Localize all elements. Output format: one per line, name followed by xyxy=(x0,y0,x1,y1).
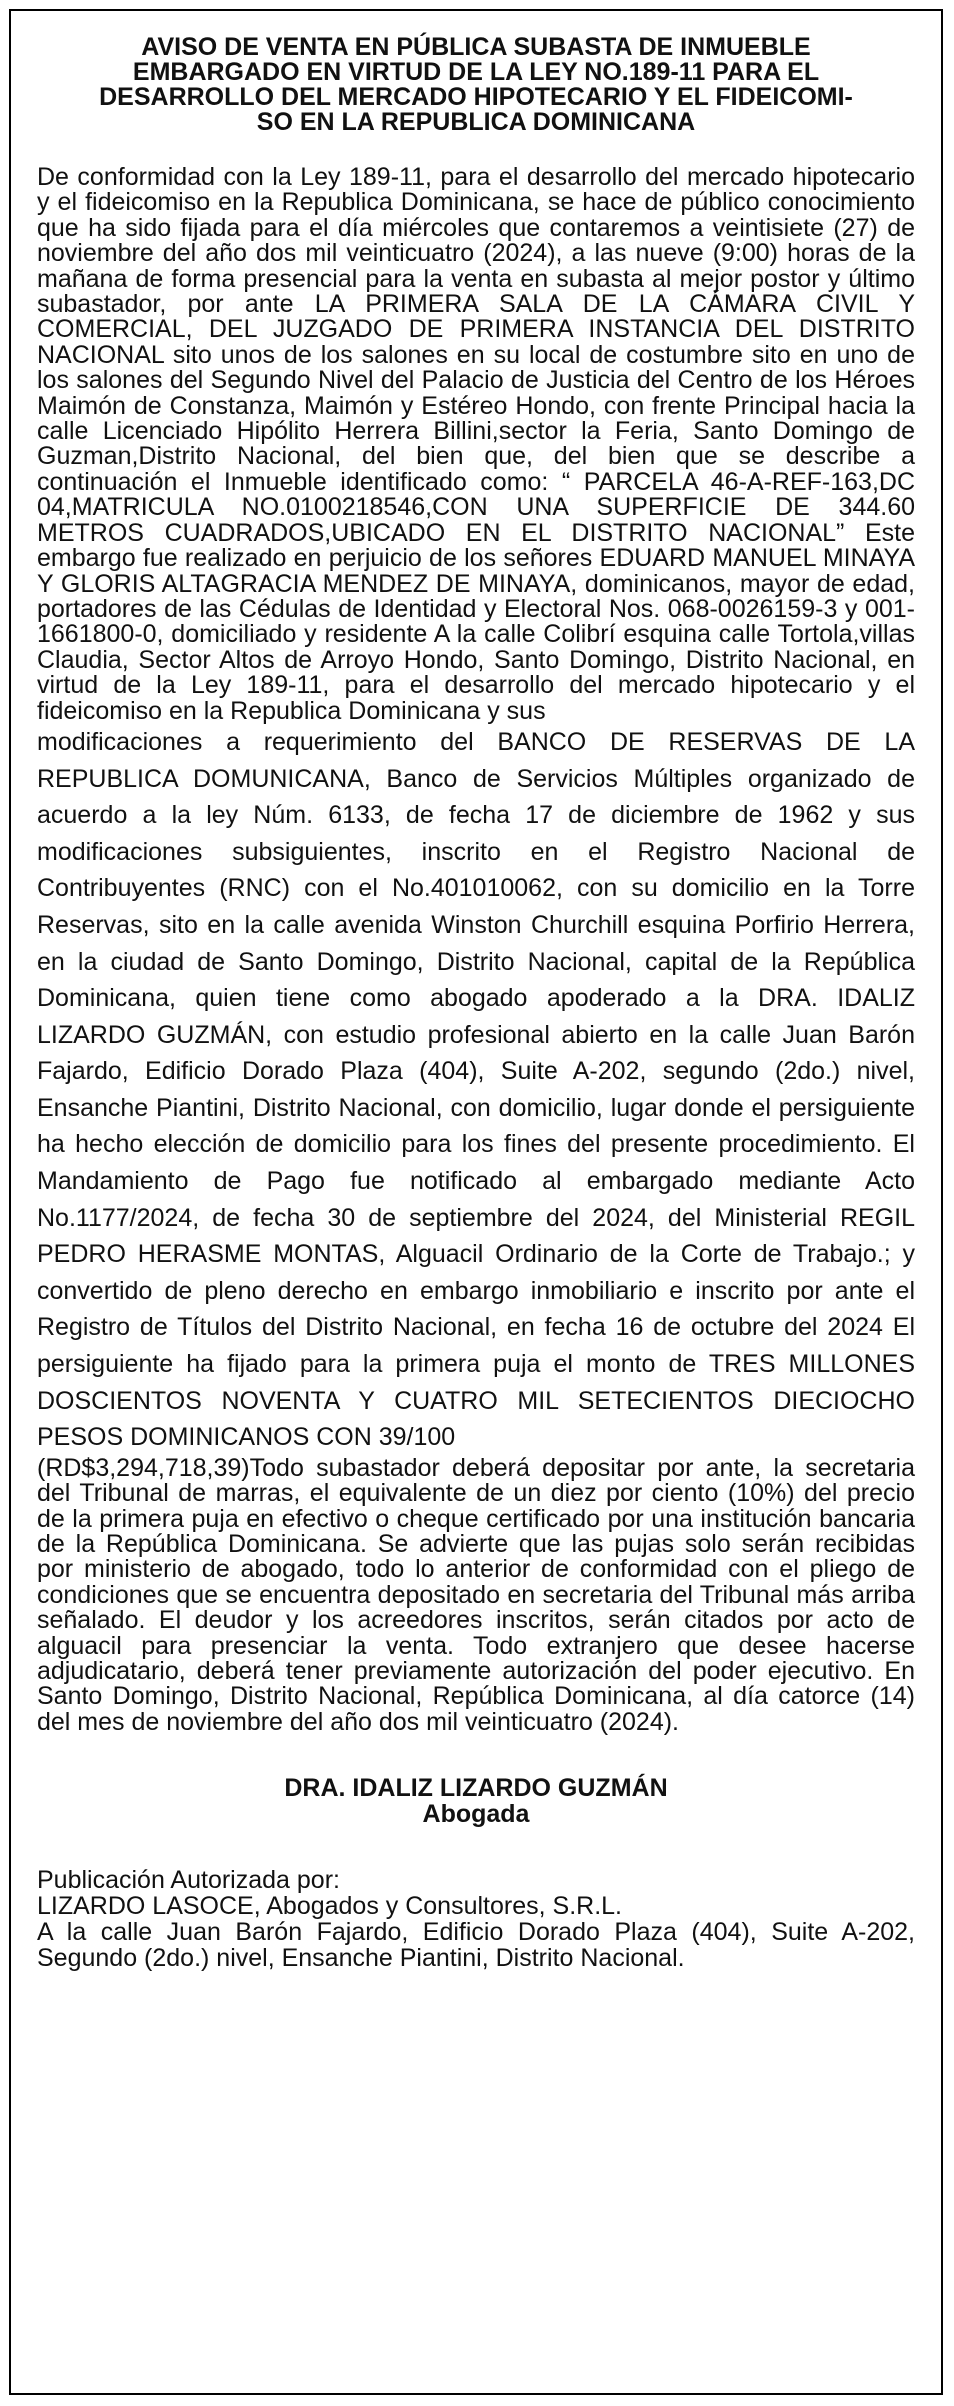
footer-authorized-label: Publicación Autorizada por: xyxy=(37,1866,340,1895)
notice-body xyxy=(37,165,915,1735)
footer-address: A la calle Juan Barón Fajardo, Edificio Dorado Plaza (404), Suite A-202, Segundo (2do.) nivel, Ensanche Piantini, Distrito Nacional. xyxy=(37,1918,915,1973)
title-line-3: DESARROLLO DEL MERCADO HIPOTECARIO Y EL FIDEICOMI- xyxy=(99,83,853,111)
body-paragraph-2: modificaciones a requerimiento del BANCO DE RESERVAS DE LA REPUBLICA DOMUNICANA, Banco de Servicios Múltiples organizado de acuerdo a la ley Núm. 6133, de fecha 17 de diciembre de 1962 y sus modificaciones subsiguientes, inscrito en el Registro Nacional de Contribuyentes (RNC) con el No.401010062, con su domicilio en la Torre Reservas, sito en la calle avenida Winston Churchill esquina Porfirio Herrera, en la ciudad de Santo Domingo, Distrito Nacional, capital de la República Dominicana, quien tiene como abogado apoderado a la DRA. IDALIZ LIZARDO GUZMÁN, con estudio profesional abierto en la calle Juan Barón Fajardo, Edificio Dorado Plaza (404), Suite A-202, segundo (2do.) nivel, Ensanche Piantini, Distrito Nacional, con domicilio, lugar donde el persiguiente ha hecho elección de domicilio para los fines del presente procedimiento. El Mandamiento de Pago fue notificado al embargado mediante Acto No.1177/2024, de fecha 30 de septiembre del 2024, del Ministerial REGIL PEDRO HERASME MONTAS, Alguacil Ordinario de la Corte de Trabajo.; y convertido de pleno derecho en embargo inmobiliario e inscrito por ante el Registro de Títulos del Distrito Nacional, en fecha 16 de octubre del 2024 El persiguiente ha fijado para la primera puja el monto de TRES MILLONES DOSCIENTOS NOVENTA Y CUATRO MIL SETECIENTOS DIECIOCHO PESOS DOMINICANOS CON 39/100 xyxy=(37,727,915,1452)
title-line-4: SO EN LA REPUBLICA DOMINICANA xyxy=(256,108,696,136)
signature-role: Abogada xyxy=(422,1800,530,1829)
body-paragraph-1: De conformidad con la Ley 189-11, para el desarrollo del mercado hipotecario y el fideicomiso en la Republica Dominicana, se hace de público conocimiento que ha sido fijada para el día miércoles que contaremos a veintisiete (27) de noviembre del año dos mil veinticuatro (2024), a las nueve (9:00) horas de la mañana de forma presencial para la venta en subasta al mejor postor y último subastador, por ante LA PRIMERA SALA DE LA CÁMARA CIVIL Y COMERCIAL, DEL JUZGADO DE PRIMERA INSTANCIA DEL DISTRITO NACIONAL sito unos de los salones en su local de costumbre sito en uno de los salones del Segundo Nivel del Palacio de Justicia del Centro de los Héroes Maimón de Constanza, Maimón y Estéreo Hondo, con frente Principal hacia la calle Licenciado Hipólito Herrera Billini,sector la Feria, Santo Domingo de Guzman,Distrito Nacional, del bien que, del bien que se describe a continuación el Inmueble identificado como: “ PARCELA 46-A-REF-163,DC 04,MATRICULA NO.0100218546,CON UNA SUPERFICIE DE 344.60 METROS CUADRADOS,UBICADO EN EL DISTRITO NACIONAL” Este embargo fue realizado en perjuicio de los señores EDUARD MANUEL MINAYA Y GLORIS ALTAGRACIA MENDEZ DE MINAYA, dominicanos, mayor de edad, portadores de las Cédulas de Identidad y Electoral Nos. 068-0026159-3 y 001-1661800-0, domiciliado y residente A la calle Colibrí esquina calle Tortola,villas Claudia, Sector Altos de Arroyo Hondo, Santo Domingo, Distrito Nacional, en virtud de la Ley 189-11, para el desarrollo del mercado hipotecario y el fideicomiso en la Republica Dominicana y sus xyxy=(37,163,915,725)
title-line-1: AVISO DE VENTA EN PÚBLICA SUBASTA DE INMUEBLE xyxy=(141,33,811,61)
notice-content xyxy=(11,11,941,1971)
body-paragraph-3: (RD$3,294,718,39)Todo subastador deberá depositar por ante, la secretaria del Tribunal de marras, el equivalente de un diez por ciento (10%) del precio de la primera puja en efectivo o cheque certificado por una institución bancaria de la República Dominicana. Se advierte que las pujas solo serán recibidas por ministerio de abogado, todo lo anterior de conformidad con el pliego de condiciones que se encuentra depositado en secretaria del Tribunal más arriba señalado. El deudor y los acreedores inscritos, serán citados por acto de alguacil para presenciar la venta. Todo extranjero que desee hacerse adjudicatario, deberá tener previamente autorización del poder ejecutivo. En Santo Domingo, Distrito Nacional, República Dominicana, al día catorce (14) del mes de noviembre del año dos mil veinticuatro (2024). xyxy=(37,1453,915,1736)
notice-frame xyxy=(9,9,943,2395)
signature-block xyxy=(37,1775,915,1827)
notice-title xyxy=(37,35,915,135)
footer-firm-name: LIZARDO LASOCE, Abogados y Consultores, S.R.L. xyxy=(37,1892,622,1921)
title-line-2: EMBARGADO EN VIRTUD DE LA LEY NO.189-11 PARA EL xyxy=(132,58,820,86)
publication-footer xyxy=(37,1867,915,1971)
signature-name: DRA. IDALIZ LIZARDO GUZMÁN xyxy=(284,1774,668,1803)
